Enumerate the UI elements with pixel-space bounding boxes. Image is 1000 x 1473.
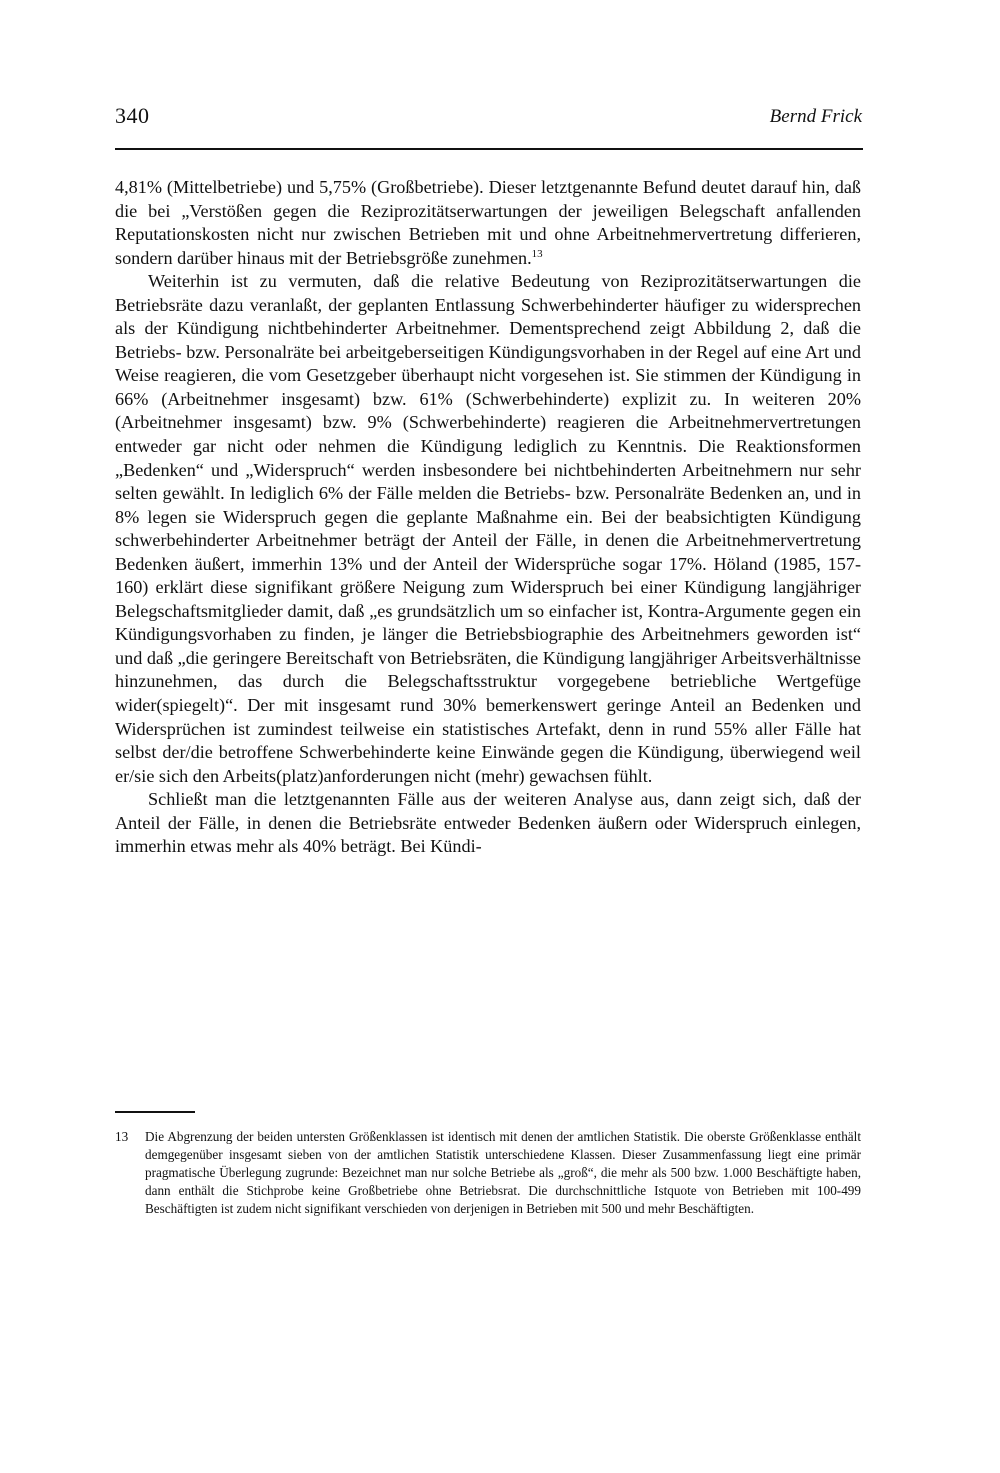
header-rule (115, 148, 863, 150)
footnote-reference: 13 (531, 247, 543, 260)
body-text (115, 176, 861, 859)
paragraph-1-text: 4,81% (Mittelbetriebe) und 5,75% (Großbetriebe). Dieser letztgenannte Befund deutet darauf hin, daß die bei „Verstößen gegen die Reziprozitätserwartungen der jeweiligen Belegschaft anfallenden Reputationskosten nicht nur zwischen Betrieben mit und ohne Arbeitnehmervertretung differieren, sondern darüber hinaus mit der Betriebsgröße zunehmen. (115, 177, 861, 268)
footnote (115, 1128, 861, 1218)
paragraph-1 (115, 176, 861, 270)
footnote-rule (115, 1111, 195, 1113)
paragraph-2: Weiterhin ist zu vermuten, daß die relative Bedeutung von Reziprozitätserwartungen die Betriebsräte dazu veranlaßt, der geplanten Entlassung Schwerbehinderter häufiger zu widersprechen als der Kündigung nichtbehinderter Arbeitnehmer. Dementsprechend zeigt Abbildung 2, daß die Betriebs- bzw. Personalräte bei arbeitgeberseitigen Kündigungsvorhaben in der Regel auf eine Art und Weise reagieren, die vom Gesetzgeber überhaupt nicht vorgesehen ist. Sie stimmen der Kündigung in 66% (Arbeitnehmer insgesamt) bzw. 61% (Schwerbehinderte) explizit zu. In weiteren 20% (Arbeitnehmer insgesamt) bzw. 9% (Schwerbehinderte) reagieren die Arbeitnehmervertretungen entweder gar nicht oder nehmen die Kündigung lediglich zu Kenntnis. Die Reaktionsformen „Bedenken“ und „Widerspruch“ werden insbesondere bei nichtbehinderten Arbeitnehmern nur sehr selten gewählt. In lediglich 6% der Fälle melden die Betriebs- bzw. Personalräte Bedenken an, und in 8% legen sie Widerspruch gegen die geplante Maßnahme ein. Bei der beabsichtigten Kündigung schwerbehinderter Arbeitnehmer beträgt der Anteil der Fälle, in denen die Arbeitnehmervertretung Bedenken äußert, immerhin 13% und der Anteil der Widersprüche sogar 17%. Höland (1985, 157-160) erklärt diese signifikant größere Neigung zum Widerspruch bei einer Kündigung langjähriger Belegschaftsmitglieder damit, daß „es grundsätzlich um so einfacher ist, Kontra-Argumente gegen ein Kündigungsvorhaben zu finden, je länger die Betriebsbiographie des Arbeitnehmers geworden ist“ und daß „die geringere Bereitschaft von Betriebsräten, die Kündigung langjähriger Arbeitsverhältnisse hinzunehmen, das durch die Belegschaftsstruktur vorgegebene betriebliche Wertgefüge wider(spiegelt)“. Der mit insgesamt rund 30% bemerkenswert geringe Anteil an Bedenken und Widersprüchen ist zumindest teilweise ein statistisches Artefakt, denn in rund 55% aller Fälle hat selbst der/die betroffene Schwerbehinderte keine Einwände gegen die Kündigung, überwiegend weil er/sie sich den Arbeits(platz)anforderungen nicht (mehr) gewachsen fühlt. (115, 271, 861, 786)
footnote-number: 13 (115, 1129, 129, 1144)
paragraph-3: Schließt man die letztgenannten Fälle aus der weiteren Analyse aus, dann zeigt sich, daß der Anteil der Fälle, in denen die Betriebsräte entweder Bedenken äußern oder Widerspruch einlegen, immerhin etwas mehr als 40% beträgt. Bei Kündi- (115, 789, 861, 857)
running-head-author: Bernd Frick (769, 106, 862, 127)
page-number: 340 (115, 103, 150, 128)
footnote-text: Die Abgrenzung der beiden untersten Größenklassen ist identisch mit denen der amtlichen Statistik. Die oberste Größenklasse enthält demgegenüber insgesamt sieben von der amtlichen Statistik unterschiedene Klassen. Dieser Zusammenfassung liegt eine primär pragmatische Überlegung zugrunde: Bezeichnet man nur solche Betriebe als „groß“, die mehr als 500 bzw. 1.000 Beschäftigte haben, dann enthält die Stichprobe keine Großbetriebe ohne Betriebsrat. Die durchschnittliche Istquote von Betrieben mit 100-499 Beschäftigten ist zudem nicht signifikant verschieden von derjenigen in Betrieben mit 500 und mehr Beschäftigten. (145, 1129, 861, 1216)
